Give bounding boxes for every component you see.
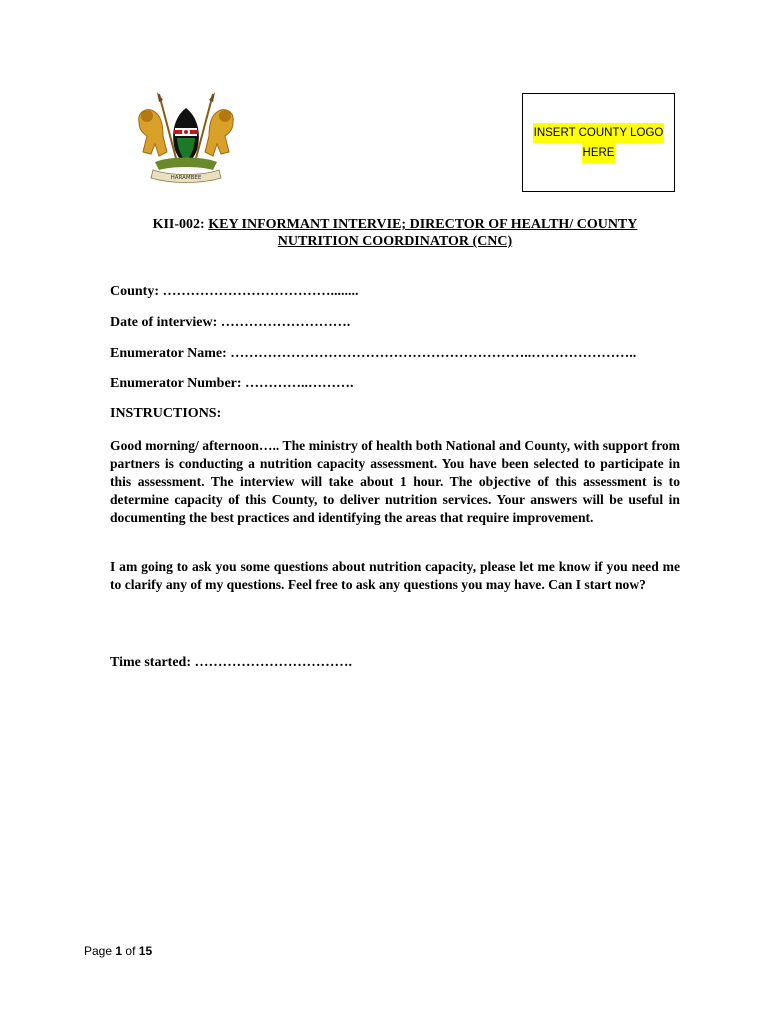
page-total: 15 <box>138 944 153 958</box>
placeholder-line2: HERE <box>582 143 616 163</box>
page-number: 1 <box>115 944 123 958</box>
title-line2: NUTRITION COORDINATOR (CNC) <box>277 234 513 249</box>
instructions-heading: INSTRUCTIONS: <box>110 406 222 421</box>
motto-text: HARAMBEE <box>170 175 202 181</box>
page-footer <box>84 944 152 958</box>
page-word: Page <box>84 944 113 958</box>
placeholder-line1: INSERT COUNTY LOGO <box>533 123 665 143</box>
document-title <box>110 216 680 250</box>
county-field: County: ………………………………........ <box>110 284 359 299</box>
enumerator-number-field: Enumerator Number: …………..………. <box>110 376 354 391</box>
enumerator-name-field: Enumerator Name: ………………………………………………………..………………….. <box>110 346 637 361</box>
county-logo-placeholder <box>522 93 675 192</box>
of-word: of <box>125 944 136 958</box>
title-line1: KEY INFORMANT INTERVIE; DIRECTOR OF HEALTH/ COUNTY <box>208 217 638 232</box>
date-of-interview-field: Date of interview: ………………………. <box>110 315 351 330</box>
instructions-paragraph-2: I am going to ask you some questions about nutrition capacity, please let me know if you need me to clarify any of my questions. Feel free to ask any questions you may have. Can I start now? <box>110 559 680 592</box>
coat-of-arms-emblem <box>133 92 239 184</box>
time-started-field: Time started: ……………………………. <box>110 655 352 670</box>
instructions-paragraph-1: Good morning/ afternoon….. The ministry of health both National and County, with support from partners is conducting a nutrition capacity assessment. You have been selected to participate in this assessment. The interview will take about 1 hour. The objective of this assessment is to determine capacity of this County, to deliver nutrition services. Your answers will be useful in documenting the best practices and identifying the areas that require improvement. <box>110 438 680 525</box>
title-code: KII-002: <box>152 217 205 232</box>
